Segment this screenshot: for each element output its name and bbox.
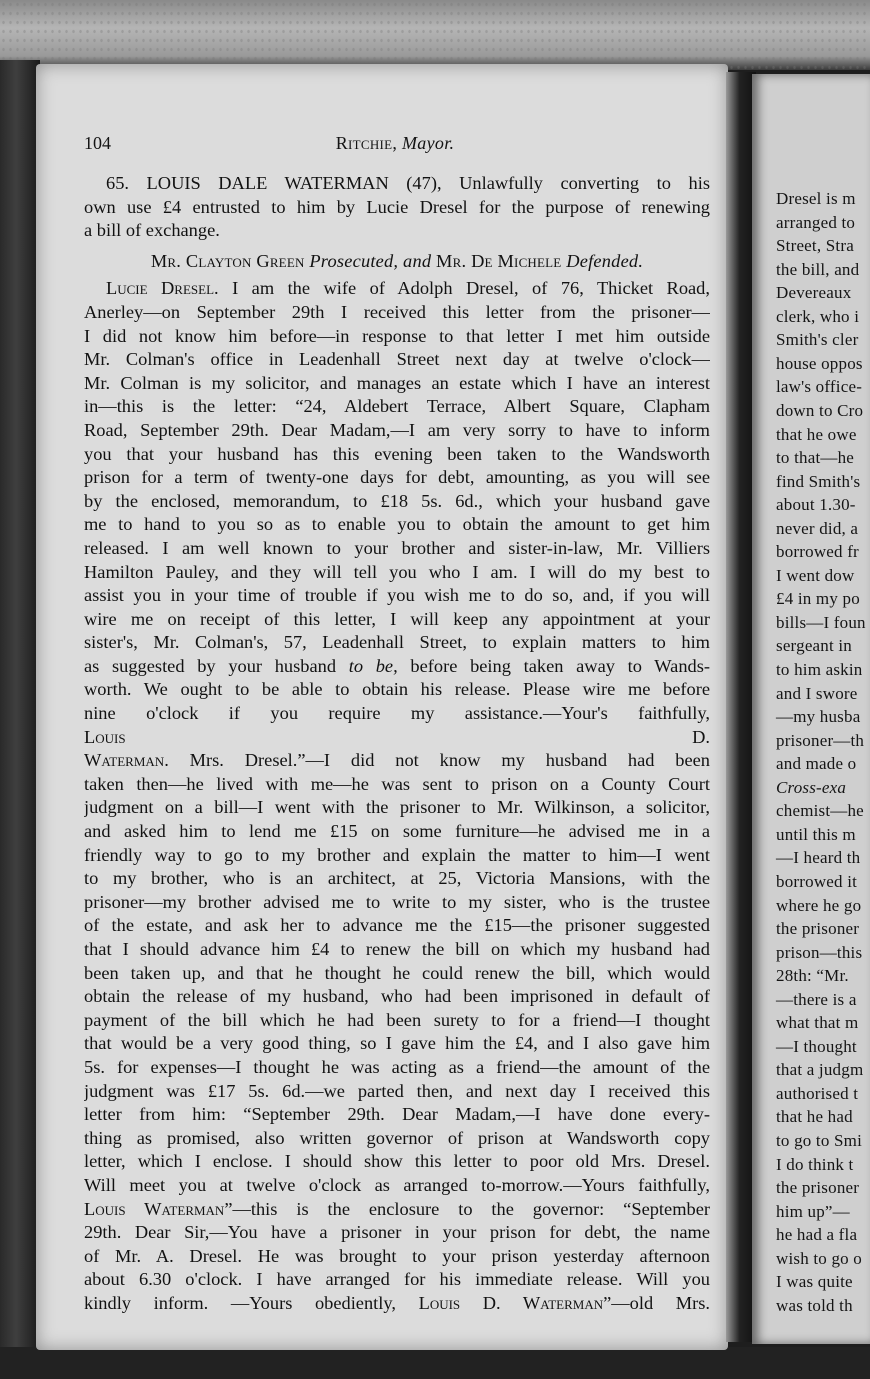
- facing-page-line: the bill, and: [776, 259, 860, 279]
- text-line: assist you in your time of trouble if you wish me to do so, and, if you will: [84, 585, 710, 606]
- text-line: prisoner—my brother advised me to write to my sister, who is the trustee: [84, 891, 710, 912]
- page-header: [84, 133, 706, 159]
- facing-page-line: prisoner—th: [776, 730, 865, 750]
- facing-page-line: —my husba: [776, 707, 861, 727]
- text-line: friendly way to go to my brother and explain the matter to him—I went: [84, 844, 710, 865]
- facing-page-line: him up”—: [776, 1201, 850, 1221]
- defence-counsel: Mr. De Michele: [436, 250, 562, 271]
- running-head: [84, 133, 706, 154]
- text-line: prison for a term of twenty-one days for debt, amounting, as you will see: [84, 467, 710, 488]
- text-line: by the enclosed, memorandum, to £18 5s. 6d., which your husband gave: [84, 490, 710, 511]
- facing-page-line: clerk, who i: [776, 306, 860, 326]
- facing-page-line: bills—I foun: [776, 612, 866, 632]
- facing-page-line: wish to go o: [776, 1248, 862, 1268]
- facing-page-line: I went dow: [776, 565, 855, 585]
- text-line: and asked him to lend me £15 on some furniture—he advised me in a: [84, 821, 710, 842]
- signature-line: [84, 726, 710, 750]
- facing-page-line: where he go: [776, 895, 862, 915]
- text-line: 65. LOUIS DALE WATERMAN (47), Unlawfully converting to his: [106, 173, 710, 193]
- facing-page-line: that he owe: [776, 424, 857, 444]
- text-line: Anerley—on September 29th I received this letter from the prisoner—: [84, 301, 710, 322]
- facing-page-line: prison—this: [776, 942, 863, 962]
- running-head-title: Mayor.: [402, 133, 455, 153]
- scan-bottom-edge: [0, 1347, 870, 1379]
- facing-page-line: to him askin: [776, 660, 863, 679]
- text-segment: before being taken away to Wands-: [410, 655, 710, 676]
- text-segment: ”—old Mrs.: [603, 1292, 710, 1313]
- italic-to-be: to be,: [348, 655, 398, 676]
- facing-page-line: house oppos: [776, 353, 863, 373]
- facing-page-line: the prisoner: [776, 919, 860, 939]
- testimony-paragraph-b: [84, 678, 710, 725]
- text-line: that would be a very good thing, so I gave him the £4, and I also gave him: [84, 1033, 710, 1054]
- prosecuted-label: Prosecuted,: [309, 250, 399, 271]
- text-line: judgment on a bill—I went with the prisoner to Mr. Wilkinson, a solicitor,: [84, 797, 710, 818]
- book-left-edge: [0, 60, 40, 1350]
- text-line: worth. We ought to be able to obtain his release. Please wire me before: [84, 679, 710, 700]
- facing-page-line: authorised t: [776, 1083, 859, 1103]
- facing-page: [752, 74, 870, 1344]
- signature-second: Waterman.: [84, 750, 169, 771]
- text-line: of Mr. A. Dresel. He was brought to your prison yesterday afternoon: [84, 1245, 710, 1266]
- facing-page-line: that a judgm: [776, 1060, 864, 1080]
- text-line: 29th. Dear Sir,—You have a prisoner in your prison for debt, the name: [84, 1222, 710, 1243]
- text-line: Hamilton Pauley, and they will tell you who I am. I will do my best to: [84, 561, 710, 582]
- facing-page-line: until this m: [776, 824, 856, 844]
- facing-page-line: —I heard th: [776, 848, 861, 868]
- running-head-name: Ritchie,: [335, 133, 398, 153]
- text-segment: kindly inform. —Yours obediently,: [84, 1292, 396, 1313]
- facing-page-line: 28th: “Mr.: [776, 966, 849, 986]
- text-line: Road, September 29th. Dear Madam,—I am very sorry to have to inform: [84, 419, 710, 440]
- text-line: Will meet you at twelve o'clock as arranged to-morrow.—Yours faithfully,: [84, 1174, 710, 1195]
- signature-waterman: Louis Waterman: [84, 1198, 225, 1219]
- testimony-paragraph-d: [84, 1221, 710, 1292]
- text-line: Mr. Colman is my solicitor, and manages an estate which I have an interest: [84, 372, 710, 393]
- text-line: you that your husband has this evening been taken to the Wandsworth: [84, 443, 710, 464]
- facing-page-line: £4 in my po: [776, 589, 860, 609]
- defended-label: Defended.: [566, 250, 644, 271]
- facing-page-line: I do think t: [776, 1154, 854, 1174]
- testimony-paragraph-a: [84, 301, 710, 655]
- text-line: of the estate, and ask her to advance me the £15—the prisoner suggested: [84, 915, 710, 936]
- facing-page-line: to go to Smi: [776, 1131, 862, 1150]
- facing-page-line: arranged to: [776, 212, 856, 232]
- facing-page-line: find Smith's: [776, 471, 861, 491]
- text-line: released. I am well known to your brother and sister-in-law, Mr. Villiers: [84, 537, 710, 558]
- facing-page-line: Smith's cler: [776, 330, 859, 350]
- signature-final: Louis D. Waterman: [418, 1292, 604, 1313]
- text-line: letter, which I enclose. I should show this letter to poor old Mrs. Dresel.: [84, 1151, 710, 1172]
- text-line: own use £4 entrusted to him by Lucie Dresel for the purpose of renewing: [84, 196, 710, 217]
- text-line: me to hand to you so as to enable you to obtain the amount to get him: [84, 514, 710, 535]
- facing-page-line: and I swore: [776, 683, 858, 703]
- facing-page-line: he had a fla: [776, 1225, 858, 1245]
- text-line: letter from him: “September 29th. Dear Madam,—I have done every-: [84, 1104, 710, 1125]
- text-line: I did not know him before—in response to that letter I met him outside: [84, 325, 710, 346]
- facing-page-line: —I thought: [776, 1036, 857, 1056]
- facing-page-line: law's office-: [776, 377, 863, 397]
- text-line: Mr. Colman's office in Leadenhall Street next day at twelve o'clock—: [84, 349, 710, 370]
- facing-page-line: I was quite: [776, 1272, 853, 1292]
- facing-page-line: borrowed it: [776, 871, 858, 891]
- text-line: been taken up, and that he thought he could renew the bill, which would: [84, 962, 710, 983]
- text-segment: Mrs. Dresel.”—I did not know my husband had been: [189, 750, 710, 771]
- and-label: and: [403, 250, 432, 271]
- text-line: that I should advance him £4 to renew the bill on which my husband had: [84, 939, 710, 959]
- scan-top-edge: [0, 0, 870, 70]
- testimony-paragraph-c: [84, 773, 710, 1198]
- text-line: judgment was £17 5s. 6d.—we parted then, and next day I received this: [84, 1080, 710, 1101]
- text-line: [84, 1198, 710, 1222]
- text-line: a bill of exchange.: [84, 220, 220, 241]
- facing-page-line: sergeant in: [776, 636, 853, 656]
- facing-page-line: —there is a: [776, 989, 857, 1009]
- facing-page-line: that he had: [776, 1107, 853, 1127]
- counsel-line: [84, 250, 710, 274]
- facing-page-line: Street, Stra: [776, 236, 854, 256]
- prosecution-counsel: Mr. Clayton Green: [150, 250, 305, 271]
- testimony-first-line-text: I am the wife of Adolph Dresel, of 76, Thicket Road,: [232, 278, 710, 299]
- facing-page-line: never did, a: [776, 518, 859, 538]
- text-line: [84, 655, 710, 679]
- text-line: in—this is the letter: “24, Aldebert Terrace, Albert Square, Clapham: [84, 396, 710, 417]
- text-line: nine o'clock if you require my assistance.—Your's faithfully,: [84, 703, 710, 724]
- text-line: taken then—he lived with me—he was sent to prison on a County Court: [84, 773, 710, 794]
- signature-first: Louis D.: [84, 726, 710, 747]
- facing-page-line: down to Cro: [776, 400, 864, 420]
- text-segment: as suggested by your husband: [84, 655, 337, 676]
- text-line: [84, 749, 710, 773]
- text-line: [84, 1292, 710, 1316]
- facing-page-line: was told th: [776, 1295, 853, 1315]
- text-line: 5s. for expenses—I thought he was acting as a friend—the amount of the: [84, 1056, 710, 1077]
- text-segment: ”—this is the enclosure to the governor: “September: [224, 1198, 710, 1219]
- text-line: sister's, Mr. Colman's, 57, Leadenhall Street, to explain matters to him: [84, 632, 710, 653]
- facing-page-line: chemist—he: [776, 801, 864, 821]
- facing-page-line: borrowed fr: [776, 542, 859, 562]
- text-line: thing as promised, also written governor of prison at Wandsworth copy: [84, 1127, 710, 1148]
- text-line: obtain the release of my husband, who had been imprisoned in default of: [84, 986, 710, 1007]
- facing-page-line: and made o: [776, 754, 857, 774]
- facing-page-line: the prisoner: [776, 1178, 860, 1198]
- page-number: 104: [84, 133, 111, 153]
- page-body: [84, 172, 710, 1316]
- text-line: about 6.30 o'clock. I have arranged for his immediate release. Will you: [84, 1269, 710, 1290]
- case-heading: [84, 172, 710, 243]
- testimony-first-line: [84, 277, 710, 301]
- witness-name: Lucie Dresel.: [106, 278, 219, 299]
- text-line: payment of the bill which he had been surety to for a friend—I thought: [84, 1009, 710, 1030]
- text-line: wire me on receipt of this letter, I will keep any appointment at your: [84, 608, 710, 629]
- facing-page-line: about 1.30-: [776, 495, 856, 515]
- facing-page-line: what that m: [776, 1013, 859, 1033]
- text-line: to my brother, who is an architect, at 25, Victoria Mansions, with the: [84, 868, 710, 889]
- facing-page-line: Devereaux: [776, 283, 852, 303]
- facing-page-line: Cross-exa: [776, 777, 847, 797]
- facing-page-line: Dresel is m: [776, 189, 856, 208]
- facing-page-line: to that—he: [776, 448, 855, 468]
